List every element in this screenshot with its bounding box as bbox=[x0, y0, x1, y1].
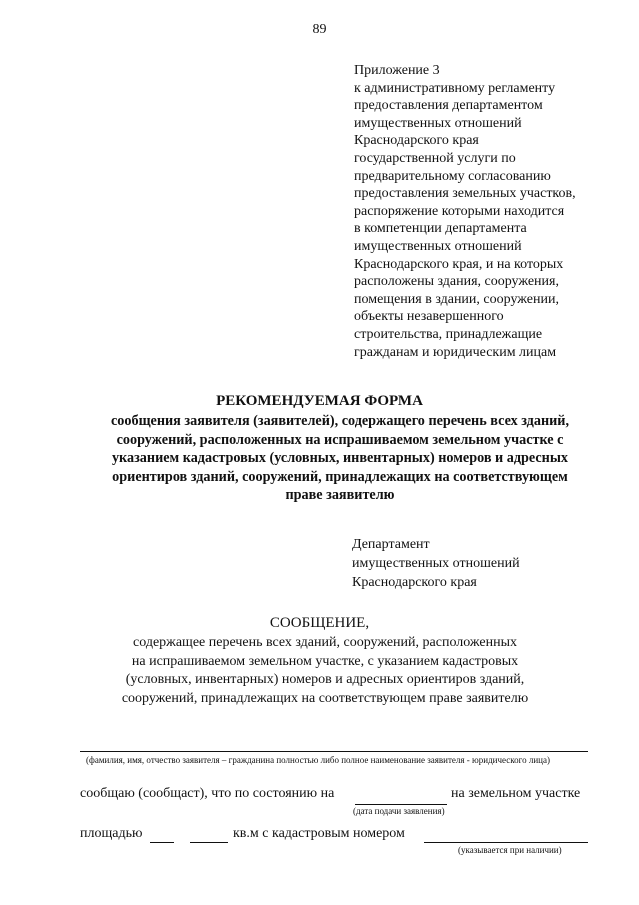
annex-line: расположены здания, сооружения, bbox=[354, 274, 559, 290]
message-body-line: сооружений, принадлежащих на соответствующем праве заявителю bbox=[121, 690, 529, 706]
annex-line: распоряжение которыми находится bbox=[354, 203, 565, 219]
cadastral-number-line[interactable] bbox=[424, 842, 588, 843]
form-subtitle-line: указанием кадастровых (условных, инвентарных) номеров и адресных bbox=[111, 450, 569, 467]
report-suffix-text: на земельном участке bbox=[451, 786, 581, 801]
report-prefix-text: сообщаю (сообщаст), что по состоянию на bbox=[80, 786, 335, 801]
area-label: площадью bbox=[80, 826, 143, 841]
date-field-line[interactable] bbox=[355, 804, 447, 805]
annex-line: Краснодарского края bbox=[354, 133, 479, 149]
annex-line: имущественных отношений bbox=[354, 238, 522, 254]
form-subtitle bbox=[60, 412, 620, 505]
cadastral-caption: (указывается при наличии) bbox=[458, 845, 562, 855]
annex-line: Приложение 3 bbox=[354, 63, 440, 78]
applicant-name-line[interactable] bbox=[80, 751, 588, 752]
message-title: СООБЩЕНИЕ, bbox=[269, 615, 370, 631]
date-caption: (дата подачи заявления) bbox=[353, 806, 445, 816]
form-subtitle-line: праве заявителю bbox=[285, 487, 395, 504]
annex-line: к административному регламенту bbox=[354, 80, 556, 96]
applicant-caption: (фамилия, имя, отчество заявителя – гражданина полностью либо полное наименование заявителя - юридического лица) bbox=[86, 755, 550, 765]
addressee-line: имущественных отношений bbox=[352, 556, 520, 571]
area-field-line[interactable] bbox=[150, 842, 174, 843]
form-subtitle-line: сооружений, расположенных на испрашиваемом земельном участке с bbox=[116, 431, 564, 448]
form-title: РЕКОМЕНДУЕМАЯ ФОРМА bbox=[216, 393, 423, 409]
area-unit-text: кв.м с кадастровым номером bbox=[233, 826, 405, 841]
annex-line: объекты незавершенного bbox=[354, 309, 504, 325]
annex-line: в компетенции департамента bbox=[354, 221, 527, 237]
annex-line: государственной услуги по bbox=[354, 150, 516, 166]
message-body-line: содержащее перечень всех зданий, сооружений, расположенных bbox=[133, 635, 517, 650]
annex-line: предварительному согласованию bbox=[354, 168, 551, 184]
form-subtitle-line: сообщения заявителя (заявителей), содержащего перечень всех зданий, bbox=[110, 413, 570, 429]
annex-line: имущественных отношений bbox=[354, 115, 522, 131]
annex-header bbox=[354, 62, 634, 361]
addressee-line: Краснодарского края bbox=[352, 575, 477, 590]
page-number: 89 bbox=[312, 22, 327, 37]
annex-line: гражданам и юридическим лицам bbox=[354, 344, 557, 360]
area-fraction-line[interactable] bbox=[190, 842, 228, 843]
annex-line: Краснодарского края, и на которых bbox=[354, 256, 564, 272]
message-body bbox=[40, 634, 610, 708]
annex-line: строительства, принадлежащие bbox=[354, 326, 543, 342]
message-body-line: на испрашиваемом земельном участке, с указанием кадастровых bbox=[131, 653, 519, 669]
addressee-line: Департамент bbox=[352, 537, 430, 552]
addressee-block bbox=[352, 535, 520, 592]
annex-line: предоставления земельных участков, bbox=[354, 186, 576, 202]
message-body-line: (условных, инвентарных) номеров и адресных ориентиров зданий, bbox=[125, 672, 525, 688]
annex-line: помещения в здании, сооружении, bbox=[354, 291, 559, 307]
annex-line: предоставления департаментом bbox=[354, 98, 543, 114]
form-subtitle-line: ориентиров зданий, сооружений, принадлежащих на соответствующем bbox=[112, 468, 568, 485]
